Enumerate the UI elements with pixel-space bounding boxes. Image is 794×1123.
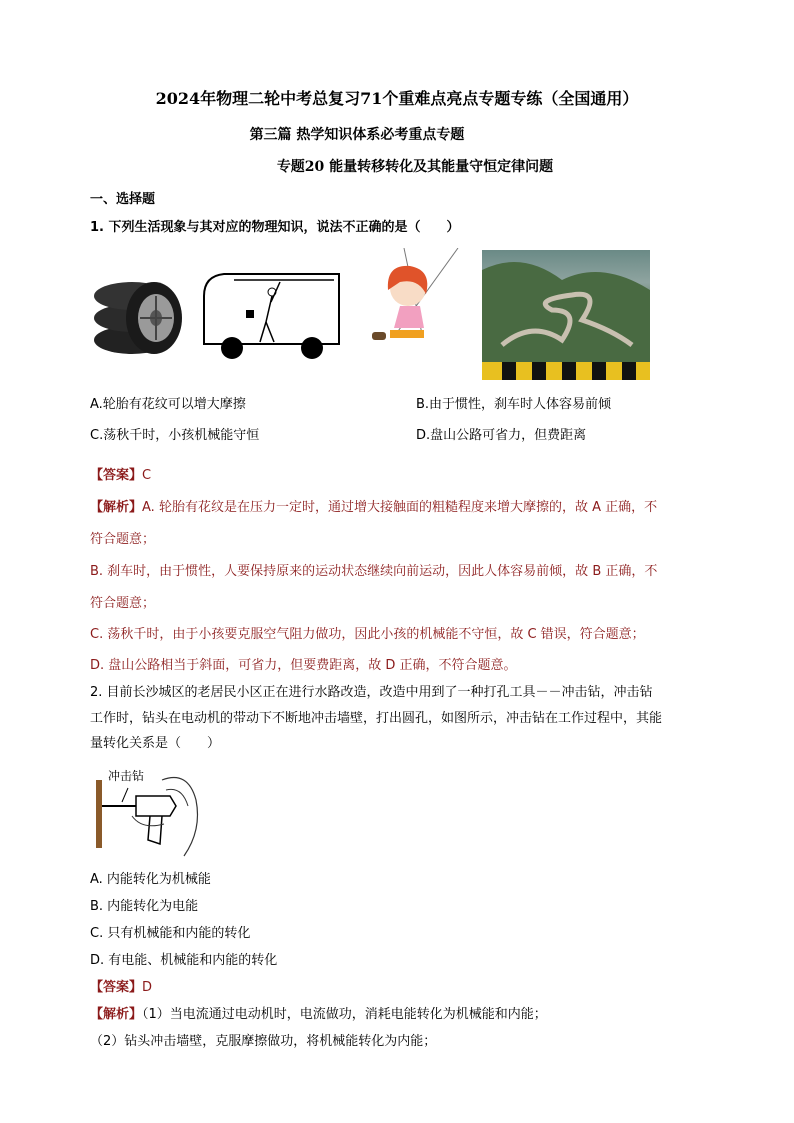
q2-analysis-2: （2）钻头冲击墙壁，克服摩擦做功，将机械能转化为内能； <box>90 1034 437 1049</box>
q1-option-c: C.荡秋千时，小孩机械能守恒 <box>90 428 260 443</box>
q1-option-a: A.轮胎有花纹可以增大摩擦 <box>90 397 246 412</box>
q2-option-a: A. 内能转化为机械能 <box>90 872 211 887</box>
answer-value: D <box>142 980 153 995</box>
answer-label: 【答案】 <box>90 468 143 483</box>
q1-analysis-3: C. 荡秋千时，由于小孩要克服空气阻力做功，因此小孩的机械能不守恒，故 C 错误，符合题意； <box>90 627 645 642</box>
q2-analysis-1 <box>90 1006 547 1024</box>
q1-analysis-2b: 符合题意； <box>90 596 156 611</box>
q1-answer <box>90 467 151 485</box>
q2-option-c: C. 只有机械能和内能的转化 <box>90 926 251 941</box>
q2-option-b: B. 内能转化为电能 <box>90 899 199 914</box>
document-title: 2024年物理二轮中考总复习71个重难点亮点专题专练（全国通用） <box>155 89 639 108</box>
analysis-text: A. 轮胎有花纹是在压力一定时，通过增大接触面的粗糙程度来增大摩擦的，故 A 正确，不 <box>142 500 658 515</box>
q1-analysis-2: B. 刹车时，由于惯性，人要保持原来的运动状态继续向前运动，因此人体容易前倾，故 B 正确，不 <box>90 564 658 579</box>
answer-value: C <box>142 468 152 483</box>
impact-drill-image <box>92 760 212 860</box>
q2-stem-3: 量转化关系是（ ） <box>90 736 221 751</box>
q2-stem-1: 2. 目前长沙城区的老居民小区正在进行水路改造，改造中用到了一种打孔工具－－冲击钻，冲击钻 <box>90 685 653 700</box>
part-heading: 第三篇 热学知识体系必考重点专题 <box>249 127 465 143</box>
q2-stem-2: 工作时，钻头在电动机的带动下不断地冲击墙壁，打出圆孔，如图所示，冲击钻在工作过程中，其能 <box>90 711 663 726</box>
section-heading: 一、选择题 <box>90 192 156 207</box>
q2-option-d: D. 有电能、机械能和内能的转化 <box>90 953 278 968</box>
q1-analysis-1 <box>90 499 657 517</box>
q2-answer <box>90 979 152 997</box>
answer-label: 【答案】 <box>90 980 143 995</box>
q1-analysis-4: D. 盘山公路相当于斜面，可省力，但要费距离，故 D 正确，不符合题意。 <box>90 658 517 673</box>
tires-image <box>92 270 188 356</box>
analysis-label: 【解析】 <box>90 1007 143 1022</box>
q1-option-d: D.盘山公路可省力，但费距离 <box>416 428 587 443</box>
q1-analysis-1b: 符合题意； <box>90 532 156 547</box>
analysis-label: 【解析】 <box>90 500 143 515</box>
q1-stem: 1. 下列生活现象与其对应的物理知识，说法不正确的是（ ） <box>90 220 460 235</box>
swing-child-image <box>360 248 470 360</box>
mountain-road-photo <box>482 250 650 380</box>
drill-figure-label: 冲击钻 <box>108 769 145 783</box>
topic-heading: 专题20 能量转移转化及其能量守恒定律问题 <box>276 159 554 175</box>
bus-braking-image <box>194 266 344 362</box>
analysis-text: （1）当电流通过电动机时，电流做功，消耗电能转化为机械能和内能； <box>142 1007 547 1022</box>
q1-option-b: B.由于惯性，刹车时人体容易前倾 <box>416 397 612 412</box>
